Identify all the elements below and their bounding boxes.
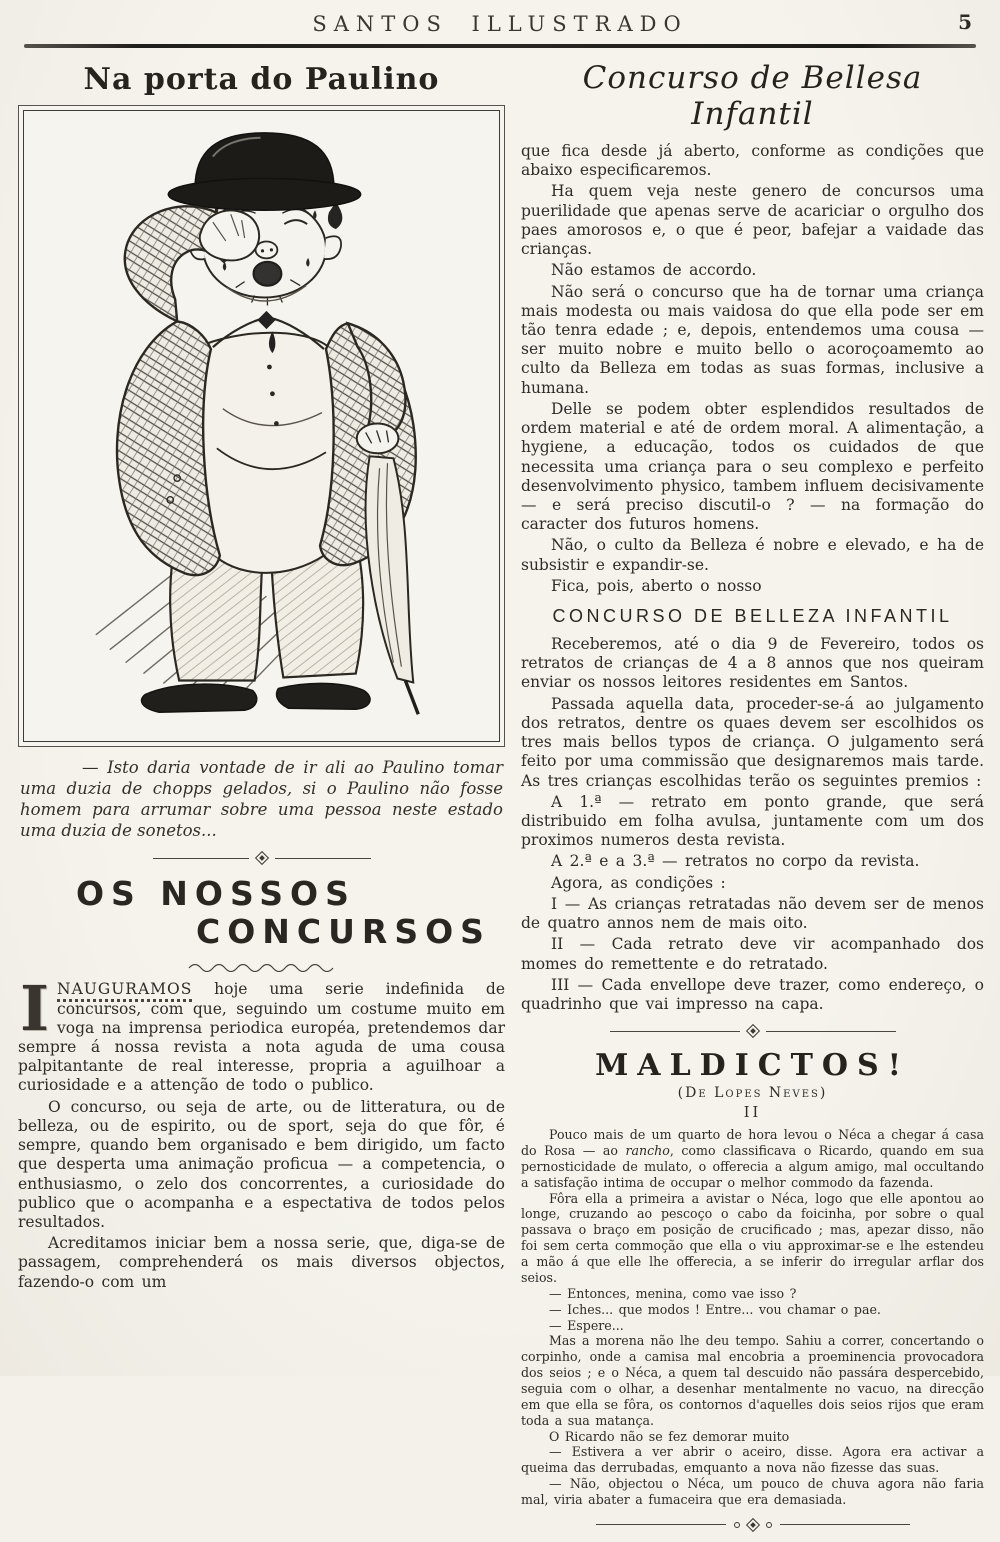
paragraph: I — As crianças retratadas não devem ser de menos de quatro annos nem de mais oito. bbox=[521, 894, 984, 933]
section-divider bbox=[18, 853, 505, 863]
divider-line bbox=[780, 1524, 910, 1525]
paragraph: que fica desde já aberto, conforme as condições que abaixo especificaremos. bbox=[521, 142, 984, 180]
paragraph: O concurso, ou seja de arte, ou de litteratura, ou de belleza, ou de espirito, ou de sport, seja do que fôr, é sempre, quando bem organisado e bem dirigido, um facto que desperta uma animação proficua — a competencia, o enthusiasmo, o zelo dos concorrentes, a curiosidade do publico que o acompanha e a espectativa de todos pelos resultados. bbox=[18, 1097, 505, 1231]
paragraph: — Iches... que modos ! Entre... vou chamar o pae. bbox=[549, 1301, 881, 1317]
divider-line bbox=[596, 1524, 726, 1525]
paulino-caricature-illustration bbox=[24, 111, 499, 741]
diamond-ornament-icon bbox=[745, 1024, 759, 1038]
paragraph: Acreditamos iniciar bem a nossa serie, que, diga-se de passagem, comprehenderá os mais diversos objectos, fazendo-o com um bbox=[18, 1234, 505, 1291]
divider-line bbox=[766, 1031, 896, 1032]
paragraph: Fica, pois, aberto o nosso bbox=[551, 576, 762, 595]
maldictos-title: MALDICTOS! bbox=[595, 1048, 910, 1084]
concursos-title bbox=[18, 875, 505, 951]
paragraph: Não será o concurso que ha de tornar uma criança mais modesta ou mais vaidosa do que ella pode ser em tão tenra edade ; e, depois, entendemos uma cousa — ser muito nobre e muito bello o acoroçoamemto ao culto da Belleza em todas as suas formas, inclusive a humana. bbox=[521, 282, 984, 397]
paragraph: Mas a morena não lhe deu tempo. Sahiu a correr, concertando o corpinho, onde a camisa mal encobria a proeminencia provocadora dos seios ; e o Néca, a quem tal descuido não passára despercebido, seguia com o olhar, a desenhar mentalmente no vacuo, na direcção em que ella se fôra, os contornos d'aquelles dois seios rijos que eram toda a sua matança. bbox=[521, 1333, 984, 1428]
dot-ornament-icon bbox=[766, 1522, 772, 1528]
paragraph: A 2.ª e a 3.ª — retratos no corpo da revista. bbox=[551, 852, 920, 871]
masthead-rule bbox=[24, 44, 976, 48]
dropcap-letter: I bbox=[20, 972, 50, 1046]
paragraph: Fôra ella a primeira a avistar o Néca, logo que elle apontou ao longe, cruzando ao pescoço o cabo da foicinha, por sobre o qual passava o braço em posição de crucificado ; mas, apezar disso, não foi sem certa commoção que ella o viu approximar-se e lhe estendeu a mão á que elle lhe offerecia, a se inferir do irregular arflar dos seios. bbox=[521, 1190, 984, 1285]
lead-word: NAUGURAMOS bbox=[57, 980, 192, 1002]
bellesa-script-title: Concurso de Bellesa Infantil bbox=[582, 60, 923, 132]
paragraph: II — Cada retrato deve vir acompanhado dos momes do remettente e do retratado. bbox=[521, 935, 984, 973]
paragraph: — Estivera a ver abrir o aceiro, disse. Agora era activar a queima das derrubadas, emquanto a nova não fizesse das suas. bbox=[521, 1444, 984, 1476]
divider-line bbox=[610, 1031, 740, 1032]
paragraph: Delle se podem obter esplendidos resultados de ordem material e até de ordem moral. A alimentação, a hygiene, a educação, todos os cuidados de que necessita uma criança para o seu complexo e perfeito desenvolvimento physico, tambem influem decisivamente — e será preciso discutil-o ? — na formação do caracter dos futuros homens. bbox=[521, 399, 984, 534]
page-columns bbox=[0, 48, 1000, 1542]
paragraph: — Entonces, menina, como vae isso ? bbox=[549, 1285, 797, 1301]
maldictos-byline: (De Lopes Neves) bbox=[677, 1085, 828, 1102]
paragraph: Não, o culto da Belleza é nobre e elevado, e ha de subsistir e expandir-se. bbox=[521, 536, 984, 574]
end-ornament bbox=[521, 1520, 984, 1530]
concursos-title-line1: OS NOSSOS bbox=[76, 874, 356, 914]
dot-ornament-icon bbox=[734, 1522, 740, 1528]
paragraph bbox=[521, 1127, 984, 1190]
divider-line bbox=[275, 858, 371, 859]
paragraph: Receberemos, até o dia 9 de Fevereiro, todos os retratos de crianças de 4 a 8 annos que nos queiram enviar os nossos leitores residentes em Santos. bbox=[521, 635, 984, 692]
paragraph: Agora, as condições : bbox=[551, 873, 726, 892]
paragraph: — Não, objectou o Néca, um pouco de chuva agora não faria mal, viria abater a fumaceira que era demasiada. bbox=[521, 1476, 984, 1507]
divider-line bbox=[153, 858, 249, 859]
page-header bbox=[0, 0, 1000, 48]
squiggle-icon bbox=[187, 962, 337, 972]
paragraph-text: Pouco mais de um quarto de hora levou o Néca a chegar á casa do Rosa — ao bbox=[521, 1127, 984, 1159]
squiggle-ornament bbox=[18, 957, 505, 976]
paragraph: III — Cada envellope deve trazer, como endereço, o quadrinho que vai impresso na capa. bbox=[521, 975, 984, 1013]
paragraph: — Espere... bbox=[549, 1317, 624, 1333]
paragraph: A 1.ª — retrato em ponto grande, que será distribuido em folha avulsa, juntamente com um dos proximos numeros desta revista. bbox=[521, 792, 984, 850]
paragraph: Passada aquella data, proceder-se-á ao julgamento dos retratos, dentre os quaes devem ser escolhidos os tres mais bellos typos de criança. O julgamento será feito por uma commissão que designaremos mais tarde. As tres crianças escolhidas terão os seguintes premios : bbox=[521, 694, 984, 790]
diamond-ornament-icon bbox=[254, 851, 268, 865]
cartoon-caption: — Isto daria vontade de ir ali ao Paulino tomar uma duzia de chopps gelados, si o Paulino não fosse homem para arrumar sobre uma pessoa neste estado uma duzia de sonetos... bbox=[20, 758, 503, 841]
section-divider bbox=[521, 1026, 984, 1036]
paragraph-text: hoje uma serie indefinida de concursos, com que, seguindo um costume muito em voga na imprensa periodica européa, pretendemos dar sempre á nossa revista a nota aguda de uma cousa palpitantante de real interesse, propria a aguilhoar a curiosidade e a attenção de todo o publico. bbox=[18, 980, 505, 1095]
concursos-title-line2: CONCURSOS bbox=[196, 912, 491, 952]
paragraph: O Ricardo não se fez demorar muito bbox=[549, 1428, 790, 1444]
right-column bbox=[521, 58, 984, 1542]
paragraph bbox=[18, 972, 505, 1095]
cartoon-frame-inner bbox=[23, 110, 500, 742]
page-number: 5 bbox=[958, 10, 972, 34]
cartoon-title: Na porta do Paulino bbox=[83, 62, 440, 97]
diamond-ornament-icon bbox=[745, 1518, 759, 1532]
paragraph-text: , como classificava o Ricardo, quando em sua pernosticidade de mulato, o offerecia a algum amigo, mal occultando a satisfação intima de occupar o melhor commodo da fazenda. bbox=[521, 1143, 984, 1190]
paragraph: Não estamos de accordo. bbox=[551, 261, 757, 280]
paragraph: Ha quem veja neste genero de concursos uma puerilidade que apenas serve de acariciar o orgulho dos paes amorosos e, o que é peor, bafejar a vaidade das crianças. bbox=[521, 182, 984, 259]
maldictos-part-number: II bbox=[743, 1105, 762, 1122]
left-column bbox=[18, 58, 505, 1542]
paragraph-text-italic: rancho bbox=[625, 1143, 670, 1159]
cartoon-frame bbox=[18, 105, 505, 747]
masthead-title: SANTOS ILLUSTRADO bbox=[312, 12, 688, 36]
belleza-subheading: CONCURSO DE BELLEZA INFANTIL bbox=[552, 606, 953, 627]
